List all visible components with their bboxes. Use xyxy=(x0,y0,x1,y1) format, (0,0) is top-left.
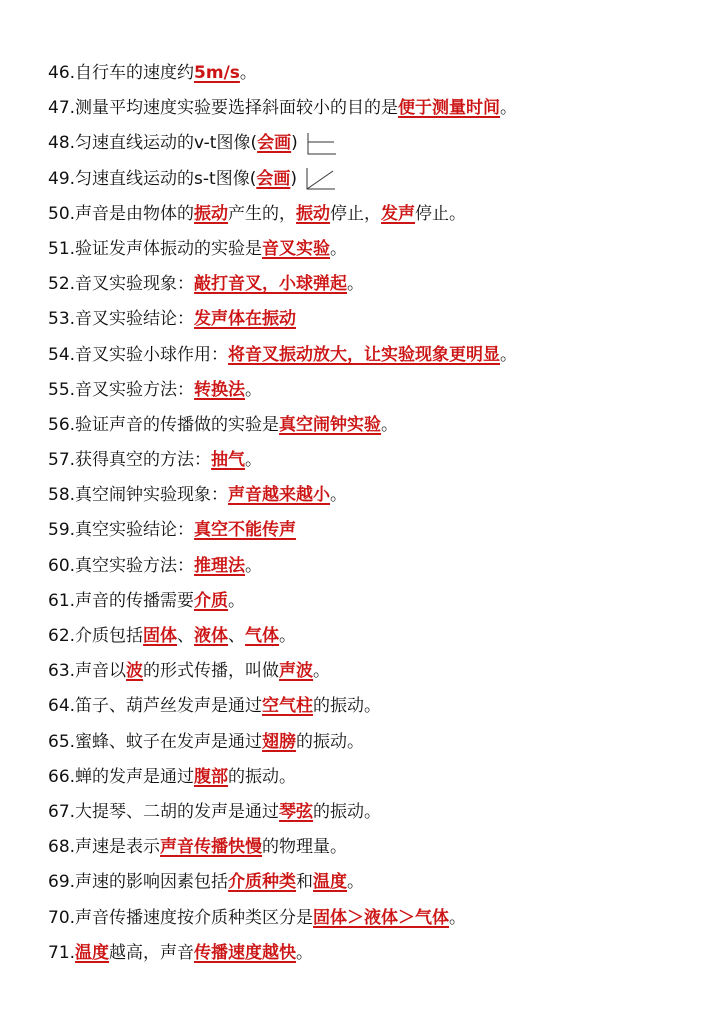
highlighted-answer: 介质种类 xyxy=(228,872,297,893)
list-item xyxy=(48,513,708,548)
item-text: 大提琴、二胡的发声是通过 xyxy=(75,801,280,822)
list-item xyxy=(48,162,708,197)
item-number: 47. xyxy=(48,98,76,119)
item-text: 测量平均速度实验要选择斜面较小的目的是 xyxy=(75,98,399,119)
item-number: 52. xyxy=(48,274,76,295)
highlighted-answer: 转换法 xyxy=(194,379,246,400)
highlighted-answer: 琴弦 xyxy=(279,801,314,822)
highlighted-answer: 声音越来越小 xyxy=(228,485,331,506)
item-number: 65. xyxy=(48,731,76,752)
item-text: 。 xyxy=(239,63,257,83)
item-number: 48. xyxy=(48,133,76,154)
highlighted-answer: 便于测量时间 xyxy=(398,98,501,119)
highlighted-answer: 抽气 xyxy=(211,450,246,471)
highlighted-answer: 真空不能传声 xyxy=(194,520,297,541)
list-item xyxy=(48,725,708,760)
item-number: 50. xyxy=(48,203,76,224)
item-text: 验证发声体振动的实验是 xyxy=(75,238,263,259)
item-text: 的振动。 xyxy=(296,731,365,752)
item-number: 70. xyxy=(48,907,76,928)
list-item xyxy=(48,267,708,302)
item-text: 声音传播速度按介质种类区分是 xyxy=(75,907,314,928)
highlighted-answer: 固体 xyxy=(143,626,178,646)
st-graph-icon xyxy=(303,166,337,192)
list-item xyxy=(48,232,708,267)
item-number: 55. xyxy=(48,379,76,400)
list-item xyxy=(48,197,708,232)
list-item xyxy=(48,549,708,584)
vt-graph-icon xyxy=(304,131,338,157)
item-text: 、 xyxy=(228,626,246,646)
list-item xyxy=(48,56,708,91)
item-text: 真空闹钟实验现象： xyxy=(75,485,229,506)
highlighted-answer: 腹部 xyxy=(194,766,229,787)
list-item xyxy=(48,865,708,900)
list-item xyxy=(48,373,708,408)
highlighted-answer: 波 xyxy=(126,661,144,682)
item-text: 。 xyxy=(245,555,263,576)
item-text: 。 xyxy=(313,661,331,682)
list-item xyxy=(48,443,708,478)
item-text: 真空实验方法： xyxy=(75,555,195,576)
item-text: 声音是由物体的 xyxy=(75,203,195,224)
item-text: 验证声音的传播做的实验是 xyxy=(75,414,280,435)
highlighted-answer: 音叉实验 xyxy=(262,238,331,259)
highlighted-answer: 会画 xyxy=(257,133,292,154)
list-item xyxy=(48,126,708,161)
item-text: 的振动。 xyxy=(313,801,382,822)
item-number: 66. xyxy=(48,766,76,787)
item-text: 自行车的速度约 xyxy=(75,63,195,83)
highlighted-answer: 温度 xyxy=(313,872,348,893)
item-text: 获得真空的方法： xyxy=(75,450,212,471)
list-item xyxy=(48,302,708,337)
item-text: 蝉的发声是通过 xyxy=(75,766,195,787)
item-number: 71. xyxy=(48,942,76,963)
item-text: 介质包括 xyxy=(75,626,144,646)
highlighted-answer: 介质 xyxy=(194,590,229,611)
item-number: 58. xyxy=(48,485,76,506)
highlighted-answer: 推理法 xyxy=(194,555,246,576)
item-number: 63. xyxy=(48,661,76,682)
highlighted-answer: 温度 xyxy=(75,942,110,963)
item-number: 68. xyxy=(48,837,76,858)
item-text: 的形式传播，叫做 xyxy=(143,661,280,682)
item-text: 。 xyxy=(500,98,518,119)
item-text: 声速的影响因素包括 xyxy=(75,872,229,893)
item-text: 笛子、葫芦丝发声是通过 xyxy=(75,696,263,717)
highlighted-answer: 传播速度越快 xyxy=(194,942,297,963)
highlighted-answer: 会画 xyxy=(256,168,291,189)
item-text: ) xyxy=(290,168,297,189)
list-item xyxy=(48,830,708,865)
item-text: 声速是表示 xyxy=(75,837,161,858)
list-item xyxy=(48,689,708,724)
knowledge-point-list xyxy=(48,56,708,971)
item-number: 51. xyxy=(48,238,76,259)
list-item xyxy=(48,795,708,830)
item-text: 。 xyxy=(500,344,518,365)
item-text: 的振动。 xyxy=(313,696,382,717)
item-number: 59. xyxy=(48,520,76,541)
list-item xyxy=(48,338,708,373)
item-text: 。 xyxy=(330,238,348,259)
list-item xyxy=(48,91,708,126)
highlighted-answer: 声音传播快慢 xyxy=(160,837,263,858)
item-text: 音叉实验现象： xyxy=(75,274,195,295)
highlighted-answer: 声波 xyxy=(279,661,314,682)
item-text: 和 xyxy=(296,872,314,893)
item-text: 。 xyxy=(296,942,314,963)
item-text: 停止。 xyxy=(415,203,467,224)
highlighted-answer: 固体＞液体＞气体 xyxy=(313,907,450,928)
item-text: 声音的传播需要 xyxy=(75,590,195,611)
item-text: 。 xyxy=(228,590,246,611)
item-text: 。 xyxy=(245,379,263,400)
highlighted-answer: 发声体在振动 xyxy=(194,309,297,330)
item-text: 音叉实验结论： xyxy=(75,309,195,330)
highlighted-answer: 5m/s xyxy=(194,63,240,83)
item-text: 。 xyxy=(347,274,365,295)
list-item xyxy=(48,760,708,795)
item-number: 69. xyxy=(48,872,76,893)
item-text: 。 xyxy=(449,907,467,928)
highlighted-answer: 液体 xyxy=(194,626,229,646)
item-text: 真空实验结论： xyxy=(75,520,195,541)
item-text: 的物理量。 xyxy=(262,837,348,858)
list-item xyxy=(48,901,708,936)
list-item xyxy=(48,478,708,513)
item-text: 匀速直线运动的s-t图像( xyxy=(75,168,257,189)
highlighted-answer: 空气柱 xyxy=(262,696,314,717)
list-item xyxy=(48,654,708,689)
highlighted-answer: 振动 xyxy=(194,203,229,224)
item-number: 46. xyxy=(48,63,76,83)
item-text: 匀速直线运动的v-t图像( xyxy=(75,133,258,154)
highlighted-answer: 发声 xyxy=(381,203,416,224)
item-text: 声音以 xyxy=(75,661,127,682)
item-text: 停止， xyxy=(330,203,382,224)
item-text: 。 xyxy=(381,414,399,435)
item-text: 音叉实验方法： xyxy=(75,379,195,400)
item-text: 越高，声音 xyxy=(109,942,195,963)
highlighted-answer: 翅膀 xyxy=(262,731,297,752)
item-number: 49. xyxy=(48,168,76,189)
item-number: 56. xyxy=(48,414,76,435)
item-text: 音叉实验小球作用： xyxy=(75,344,229,365)
item-number: 54. xyxy=(48,344,76,365)
item-text: 。 xyxy=(347,872,365,893)
item-text: 。 xyxy=(245,450,263,471)
item-text: 。 xyxy=(330,485,348,506)
item-number: 53. xyxy=(48,309,76,330)
item-number: 61. xyxy=(48,590,76,611)
list-item xyxy=(48,936,708,971)
item-text: 蜜蜂、蚊子在发声是通过 xyxy=(75,731,263,752)
highlighted-answer: 振动 xyxy=(296,203,331,224)
list-item xyxy=(48,584,708,619)
item-number: 57. xyxy=(48,450,76,471)
list-item xyxy=(48,408,708,443)
item-text: 的振动。 xyxy=(228,766,297,787)
highlighted-answer: 敲打音叉，小球弹起 xyxy=(194,274,348,295)
item-number: 67. xyxy=(48,801,76,822)
item-text: 产生的， xyxy=(228,203,297,224)
item-text: 、 xyxy=(177,626,195,646)
highlighted-answer: 将音叉振动放大，让实验现象更明显 xyxy=(228,344,501,365)
item-number: 62. xyxy=(48,626,76,646)
highlighted-answer: 气体 xyxy=(245,626,280,646)
item-number: 60. xyxy=(48,555,76,576)
item-text: 。 xyxy=(279,626,297,646)
item-text: ) xyxy=(291,133,298,154)
highlighted-answer: 真空闹钟实验 xyxy=(279,414,382,435)
item-number: 64. xyxy=(48,696,76,717)
list-item xyxy=(48,619,708,654)
